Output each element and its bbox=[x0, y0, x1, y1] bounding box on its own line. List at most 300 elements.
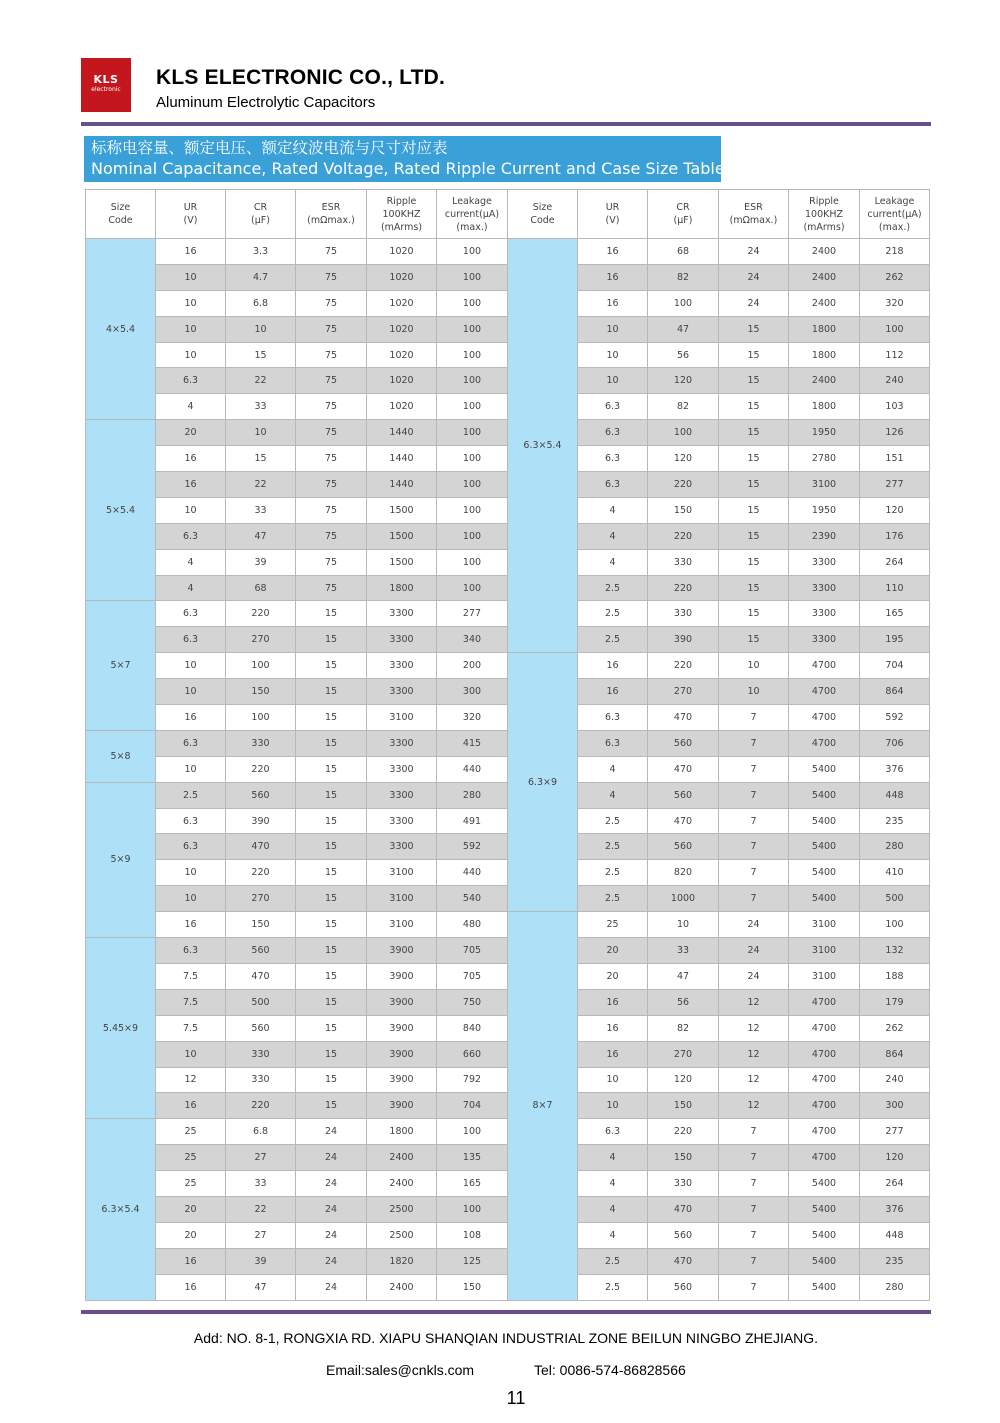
table-cell: 25 bbox=[578, 912, 648, 938]
table-cell: 68 bbox=[226, 575, 296, 601]
table-cell: 470 bbox=[648, 756, 719, 782]
table-cell: 320 bbox=[437, 705, 508, 731]
table-cell: 7.5 bbox=[156, 1015, 226, 1041]
table-cell: 47 bbox=[648, 316, 719, 342]
table-cell: 7.5 bbox=[156, 963, 226, 989]
table-cell: 15 bbox=[296, 963, 367, 989]
table-cell: 3300 bbox=[367, 601, 437, 627]
table-cell: 218 bbox=[860, 239, 930, 265]
table-cell: 16 bbox=[156, 239, 226, 265]
table-cell: 16 bbox=[578, 290, 648, 316]
table-cell: 120 bbox=[860, 497, 930, 523]
table-cell: 3300 bbox=[789, 627, 860, 653]
table-cell: 20 bbox=[578, 938, 648, 964]
table-cell: 7 bbox=[719, 1119, 789, 1145]
table-cell: 7 bbox=[719, 730, 789, 756]
table-cell: 415 bbox=[437, 730, 508, 756]
table-cell: 16 bbox=[578, 679, 648, 705]
table-cell: 4 bbox=[578, 1171, 648, 1197]
page-subtitle: Aluminum Electrolytic Capacitors bbox=[156, 94, 376, 111]
table-cell: 4.7 bbox=[226, 264, 296, 290]
table-cell: 1500 bbox=[367, 523, 437, 549]
header-divider bbox=[81, 122, 931, 126]
table-row bbox=[86, 239, 930, 265]
table-cell: 24 bbox=[719, 938, 789, 964]
table-cell: 24 bbox=[296, 1171, 367, 1197]
table-cell: 200 bbox=[437, 653, 508, 679]
column-header: CR (μF) bbox=[226, 190, 296, 239]
table-cell: 4 bbox=[578, 523, 648, 549]
size-code-cell: 5×7 bbox=[86, 601, 156, 730]
table-cell: 16 bbox=[156, 1274, 226, 1300]
table-cell: 704 bbox=[437, 1093, 508, 1119]
table-cell: 10 bbox=[156, 653, 226, 679]
table-cell: 2400 bbox=[367, 1145, 437, 1171]
column-header: Ripple 100KHZ (mArms) bbox=[367, 190, 437, 239]
table-cell: 75 bbox=[296, 368, 367, 394]
table-cell: 2400 bbox=[789, 368, 860, 394]
table-cell: 330 bbox=[648, 549, 719, 575]
table-cell: 1800 bbox=[367, 575, 437, 601]
banner-title-en: Nominal Capacitance, Rated Voltage, Rated Ripple Current and Case Size Table bbox=[91, 159, 725, 178]
table-cell: 7 bbox=[719, 860, 789, 886]
table-cell: 15 bbox=[296, 627, 367, 653]
table-cell: 3300 bbox=[367, 834, 437, 860]
table-cell: 100 bbox=[437, 472, 508, 498]
table-cell: 2400 bbox=[367, 1274, 437, 1300]
table-cell: 75 bbox=[296, 239, 367, 265]
table-cell: 500 bbox=[860, 886, 930, 912]
table-cell: 220 bbox=[648, 523, 719, 549]
table-cell: 4 bbox=[578, 756, 648, 782]
table-cell: 12 bbox=[719, 1041, 789, 1067]
table-cell: 2400 bbox=[789, 264, 860, 290]
company-name: KLS ELECTRONIC CO., LTD. bbox=[156, 66, 446, 89]
table-cell: 660 bbox=[437, 1041, 508, 1067]
table-cell: 135 bbox=[437, 1145, 508, 1171]
table-cell: 2.5 bbox=[578, 1248, 648, 1274]
table-cell: 220 bbox=[226, 860, 296, 886]
table-cell: 7 bbox=[719, 1196, 789, 1222]
table-cell: 7 bbox=[719, 782, 789, 808]
table-cell: 705 bbox=[437, 938, 508, 964]
table-cell: 47 bbox=[226, 1274, 296, 1300]
table-cell: 188 bbox=[860, 963, 930, 989]
table-cell: 24 bbox=[296, 1274, 367, 1300]
table-cell: 3900 bbox=[367, 1093, 437, 1119]
table-cell: 100 bbox=[437, 446, 508, 472]
table-cell: 15 bbox=[296, 601, 367, 627]
table-cell: 100 bbox=[437, 239, 508, 265]
table-cell: 3300 bbox=[367, 756, 437, 782]
table-cell: 24 bbox=[719, 290, 789, 316]
table-cell: 1800 bbox=[789, 394, 860, 420]
table-cell: 24 bbox=[296, 1222, 367, 1248]
table-cell: 1020 bbox=[367, 394, 437, 420]
table-cell: 120 bbox=[648, 446, 719, 472]
table-cell: 195 bbox=[860, 627, 930, 653]
banner-title-cn: 标称电容量、额定电压、额定纹波电流与尺寸对应表 bbox=[91, 139, 448, 157]
table-cell: 300 bbox=[860, 1093, 930, 1119]
table-cell: 15 bbox=[296, 886, 367, 912]
table-cell: 6.3 bbox=[156, 808, 226, 834]
table-cell: 4 bbox=[156, 394, 226, 420]
table-cell: 3900 bbox=[367, 963, 437, 989]
table-cell: 864 bbox=[860, 1041, 930, 1067]
table-cell: 10 bbox=[226, 420, 296, 446]
table-cell: 864 bbox=[860, 679, 930, 705]
size-code-cell: 6.3×5.4 bbox=[508, 239, 578, 653]
table-cell: 6.3 bbox=[578, 446, 648, 472]
table-cell: 10 bbox=[719, 679, 789, 705]
table-cell: 16 bbox=[578, 264, 648, 290]
table-cell: 2400 bbox=[367, 1171, 437, 1197]
table-cell: 592 bbox=[437, 834, 508, 860]
column-header: CR (μF) bbox=[648, 190, 719, 239]
table-cell: 6.3 bbox=[578, 1119, 648, 1145]
table-cell: 75 bbox=[296, 523, 367, 549]
table-cell: 3.3 bbox=[226, 239, 296, 265]
table-cell: 3900 bbox=[367, 1041, 437, 1067]
table-cell: 240 bbox=[860, 1067, 930, 1093]
table-cell: 3300 bbox=[367, 627, 437, 653]
table-cell: 75 bbox=[296, 446, 367, 472]
table-row bbox=[86, 912, 930, 938]
table-cell: 1440 bbox=[367, 446, 437, 472]
table-cell: 220 bbox=[648, 575, 719, 601]
table-cell: 3100 bbox=[789, 963, 860, 989]
table-cell: 792 bbox=[437, 1067, 508, 1093]
table-cell: 4700 bbox=[789, 653, 860, 679]
table-cell: 22 bbox=[226, 1196, 296, 1222]
table-cell: 15 bbox=[296, 1067, 367, 1093]
table-cell: 480 bbox=[437, 912, 508, 938]
table-cell: 10 bbox=[156, 264, 226, 290]
table-cell: 2.5 bbox=[578, 1274, 648, 1300]
table-cell: 3900 bbox=[367, 1067, 437, 1093]
table-cell: 3900 bbox=[367, 989, 437, 1015]
table-cell: 103 bbox=[860, 394, 930, 420]
table-cell: 16 bbox=[578, 989, 648, 1015]
table-cell: 150 bbox=[648, 497, 719, 523]
table-cell: 10 bbox=[156, 756, 226, 782]
table-cell: 7.5 bbox=[156, 989, 226, 1015]
table-cell: 10 bbox=[226, 316, 296, 342]
table-cell: 330 bbox=[226, 730, 296, 756]
table-cell: 320 bbox=[860, 290, 930, 316]
table-cell: 6.3 bbox=[156, 601, 226, 627]
table-cell: 25 bbox=[156, 1171, 226, 1197]
table-cell: 560 bbox=[648, 1222, 719, 1248]
table-cell: 20 bbox=[156, 1222, 226, 1248]
table-cell: 820 bbox=[648, 860, 719, 886]
table-cell: 5400 bbox=[789, 834, 860, 860]
table-cell: 6.3 bbox=[578, 730, 648, 756]
table-cell: 390 bbox=[226, 808, 296, 834]
table-cell: 16 bbox=[156, 446, 226, 472]
table-cell: 15 bbox=[296, 860, 367, 886]
table-cell: 1020 bbox=[367, 264, 437, 290]
table-cell: 2.5 bbox=[578, 886, 648, 912]
table-cell: 3300 bbox=[367, 782, 437, 808]
table-cell: 7 bbox=[719, 1274, 789, 1300]
table-cell: 56 bbox=[648, 989, 719, 1015]
table-cell: 1440 bbox=[367, 472, 437, 498]
table-cell: 100 bbox=[437, 549, 508, 575]
table-cell: 82 bbox=[648, 264, 719, 290]
table-cell: 3300 bbox=[789, 549, 860, 575]
table-cell: 7 bbox=[719, 705, 789, 731]
table-cell: 24 bbox=[296, 1145, 367, 1171]
size-code-cell: 5×9 bbox=[86, 782, 156, 937]
footer-address: Add: NO. 8-1, RONGXIA RD. XIAPU SHANQIAN INDUSTRIAL ZONE BEILUN NINGBO ZHEJIANG. bbox=[193, 1330, 819, 1346]
table-cell: 24 bbox=[296, 1196, 367, 1222]
table-cell: 16 bbox=[578, 653, 648, 679]
table-cell: 150 bbox=[226, 912, 296, 938]
table-cell: 100 bbox=[437, 1196, 508, 1222]
table-cell: 1950 bbox=[789, 420, 860, 446]
table-cell: 12 bbox=[719, 1067, 789, 1093]
table-cell: 75 bbox=[296, 264, 367, 290]
table-cell: 262 bbox=[860, 264, 930, 290]
table-cell: 176 bbox=[860, 523, 930, 549]
table-cell: 262 bbox=[860, 1015, 930, 1041]
table-cell: 1000 bbox=[648, 886, 719, 912]
table-cell: 15 bbox=[296, 679, 367, 705]
table-cell: 47 bbox=[226, 523, 296, 549]
table-cell: 5400 bbox=[789, 808, 860, 834]
table-cell: 220 bbox=[226, 601, 296, 627]
table-cell: 16 bbox=[156, 1248, 226, 1274]
table-cell: 12 bbox=[719, 989, 789, 1015]
table-cell: 150 bbox=[648, 1145, 719, 1171]
table-cell: 5400 bbox=[789, 1222, 860, 1248]
table-cell: 7 bbox=[719, 1222, 789, 1248]
table-cell: 3100 bbox=[789, 938, 860, 964]
table-cell: 1800 bbox=[789, 342, 860, 368]
table-cell: 20 bbox=[578, 963, 648, 989]
table-cell: 15 bbox=[719, 342, 789, 368]
table-cell: 12 bbox=[719, 1015, 789, 1041]
table-cell: 15 bbox=[296, 912, 367, 938]
table-cell: 10 bbox=[578, 342, 648, 368]
table-cell: 5400 bbox=[789, 1274, 860, 1300]
table-cell: 15 bbox=[719, 394, 789, 420]
table-cell: 10 bbox=[156, 679, 226, 705]
table-cell: 15 bbox=[719, 420, 789, 446]
table-cell: 7 bbox=[719, 1145, 789, 1171]
table-cell: 470 bbox=[648, 1196, 719, 1222]
table-cell: 108 bbox=[437, 1222, 508, 1248]
table-cell: 15 bbox=[296, 808, 367, 834]
table-cell: 100 bbox=[437, 523, 508, 549]
table-cell: 125 bbox=[437, 1248, 508, 1274]
table-cell: 1800 bbox=[367, 1119, 437, 1145]
table-cell: 100 bbox=[648, 290, 719, 316]
table-cell: 4 bbox=[156, 575, 226, 601]
table-cell: 220 bbox=[648, 1119, 719, 1145]
table-cell: 15 bbox=[296, 756, 367, 782]
table-cell: 15 bbox=[719, 472, 789, 498]
table-cell: 100 bbox=[437, 420, 508, 446]
table-cell: 100 bbox=[226, 705, 296, 731]
size-code-cell: 5×5.4 bbox=[86, 420, 156, 601]
footer-tel: Tel: 0086-574-86828566 bbox=[534, 1362, 686, 1378]
table-cell: 4 bbox=[578, 497, 648, 523]
table-cell: 33 bbox=[226, 1171, 296, 1197]
table-cell: 75 bbox=[296, 575, 367, 601]
table-cell: 280 bbox=[860, 1274, 930, 1300]
table-cell: 56 bbox=[648, 342, 719, 368]
table-cell: 39 bbox=[226, 549, 296, 575]
table-cell: 270 bbox=[226, 627, 296, 653]
table-cell: 4 bbox=[578, 549, 648, 575]
table-cell: 7 bbox=[719, 756, 789, 782]
table-cell: 100 bbox=[437, 368, 508, 394]
table-cell: 6.3 bbox=[156, 834, 226, 860]
table-cell: 24 bbox=[719, 239, 789, 265]
table-cell: 15 bbox=[296, 782, 367, 808]
table-cell: 10 bbox=[578, 1067, 648, 1093]
table-cell: 15 bbox=[719, 497, 789, 523]
table-cell: 10 bbox=[578, 1093, 648, 1119]
table-cell: 10 bbox=[156, 1041, 226, 1067]
table-cell: 2.5 bbox=[578, 834, 648, 860]
table-cell: 132 bbox=[860, 938, 930, 964]
table-cell: 150 bbox=[226, 679, 296, 705]
table-cell: 15 bbox=[296, 653, 367, 679]
table-cell: 120 bbox=[860, 1145, 930, 1171]
table-cell: 100 bbox=[437, 394, 508, 420]
table-cell: 277 bbox=[860, 472, 930, 498]
table-cell: 4700 bbox=[789, 1119, 860, 1145]
table-cell: 1800 bbox=[789, 316, 860, 342]
table-cell: 4 bbox=[578, 1222, 648, 1248]
table-cell: 705 bbox=[437, 963, 508, 989]
table-cell: 6.8 bbox=[226, 1119, 296, 1145]
table-cell: 15 bbox=[226, 342, 296, 368]
logo-subtext: electronic bbox=[91, 86, 121, 93]
table-cell: 470 bbox=[226, 834, 296, 860]
table-cell: 100 bbox=[860, 912, 930, 938]
table-cell: 220 bbox=[226, 1093, 296, 1119]
table-cell: 376 bbox=[860, 756, 930, 782]
table-cell: 24 bbox=[719, 264, 789, 290]
table-cell: 4 bbox=[578, 1145, 648, 1171]
table-cell: 560 bbox=[648, 730, 719, 756]
table-cell: 5400 bbox=[789, 860, 860, 886]
table-cell: 15 bbox=[296, 1093, 367, 1119]
table-cell: 10 bbox=[156, 886, 226, 912]
column-header: Size Code bbox=[86, 190, 156, 239]
table-cell: 6.3 bbox=[578, 420, 648, 446]
table-cell: 3300 bbox=[789, 575, 860, 601]
table-cell: 16 bbox=[578, 1015, 648, 1041]
table-cell: 22 bbox=[226, 368, 296, 394]
table-cell: 15 bbox=[719, 316, 789, 342]
column-header: ESR (mΩmax.) bbox=[719, 190, 789, 239]
table-cell: 330 bbox=[648, 601, 719, 627]
table-cell: 390 bbox=[648, 627, 719, 653]
table-cell: 15 bbox=[719, 523, 789, 549]
table-cell: 240 bbox=[860, 368, 930, 394]
table-cell: 3100 bbox=[367, 860, 437, 886]
table-cell: 75 bbox=[296, 549, 367, 575]
table-cell: 120 bbox=[648, 368, 719, 394]
table-cell: 2.5 bbox=[578, 575, 648, 601]
table-cell: 33 bbox=[648, 938, 719, 964]
page-number: 11 bbox=[506, 1388, 526, 1408]
table-cell: 5400 bbox=[789, 1248, 860, 1274]
table-cell: 2.5 bbox=[156, 782, 226, 808]
table-cell: 20 bbox=[156, 420, 226, 446]
table-cell: 16 bbox=[156, 912, 226, 938]
table-cell: 16 bbox=[578, 239, 648, 265]
table-cell: 82 bbox=[648, 1015, 719, 1041]
table-cell: 15 bbox=[296, 705, 367, 731]
table-cell: 5400 bbox=[789, 1196, 860, 1222]
table-cell: 540 bbox=[437, 886, 508, 912]
table-cell: 151 bbox=[860, 446, 930, 472]
table-cell: 2400 bbox=[789, 290, 860, 316]
table-cell: 24 bbox=[296, 1119, 367, 1145]
table-cell: 470 bbox=[648, 705, 719, 731]
table-cell: 15 bbox=[296, 989, 367, 1015]
table-cell: 7 bbox=[719, 886, 789, 912]
table-cell: 7 bbox=[719, 834, 789, 860]
table-cell: 330 bbox=[226, 1041, 296, 1067]
table-cell: 500 bbox=[226, 989, 296, 1015]
column-header: Size Code bbox=[508, 190, 578, 239]
table-cell: 560 bbox=[648, 834, 719, 860]
table-cell: 2400 bbox=[789, 239, 860, 265]
capacitor-table bbox=[85, 189, 930, 1301]
table-cell: 264 bbox=[860, 549, 930, 575]
table-cell: 491 bbox=[437, 808, 508, 834]
table-cell: 3900 bbox=[367, 938, 437, 964]
table-cell: 100 bbox=[437, 316, 508, 342]
table-cell: 15 bbox=[296, 1015, 367, 1041]
table-cell: 4700 bbox=[789, 1067, 860, 1093]
table-cell: 220 bbox=[648, 472, 719, 498]
table-cell: 10 bbox=[156, 860, 226, 886]
table-cell: 5400 bbox=[789, 756, 860, 782]
table-cell: 1020 bbox=[367, 342, 437, 368]
table-cell: 47 bbox=[648, 963, 719, 989]
size-code-cell: 5.45×9 bbox=[86, 938, 156, 1119]
table-cell: 750 bbox=[437, 989, 508, 1015]
table-cell: 2780 bbox=[789, 446, 860, 472]
table-cell: 470 bbox=[648, 808, 719, 834]
table-cell: 7 bbox=[719, 808, 789, 834]
table-cell: 165 bbox=[860, 601, 930, 627]
table-cell: 15 bbox=[719, 627, 789, 653]
logo-text: KLS bbox=[93, 73, 119, 86]
table-cell: 4700 bbox=[789, 1041, 860, 1067]
table-cell: 6.3 bbox=[156, 627, 226, 653]
table-cell: 100 bbox=[860, 316, 930, 342]
table-cell: 3300 bbox=[367, 679, 437, 705]
table-cell: 24 bbox=[296, 1248, 367, 1274]
table-cell: 15 bbox=[719, 601, 789, 627]
table-cell: 4700 bbox=[789, 989, 860, 1015]
table-cell: 15 bbox=[296, 834, 367, 860]
size-code-cell: 8×7 bbox=[508, 912, 578, 1300]
table-cell: 100 bbox=[437, 497, 508, 523]
table-cell: 6.3 bbox=[578, 705, 648, 731]
table-cell: 330 bbox=[648, 1171, 719, 1197]
table-cell: 3900 bbox=[367, 1015, 437, 1041]
